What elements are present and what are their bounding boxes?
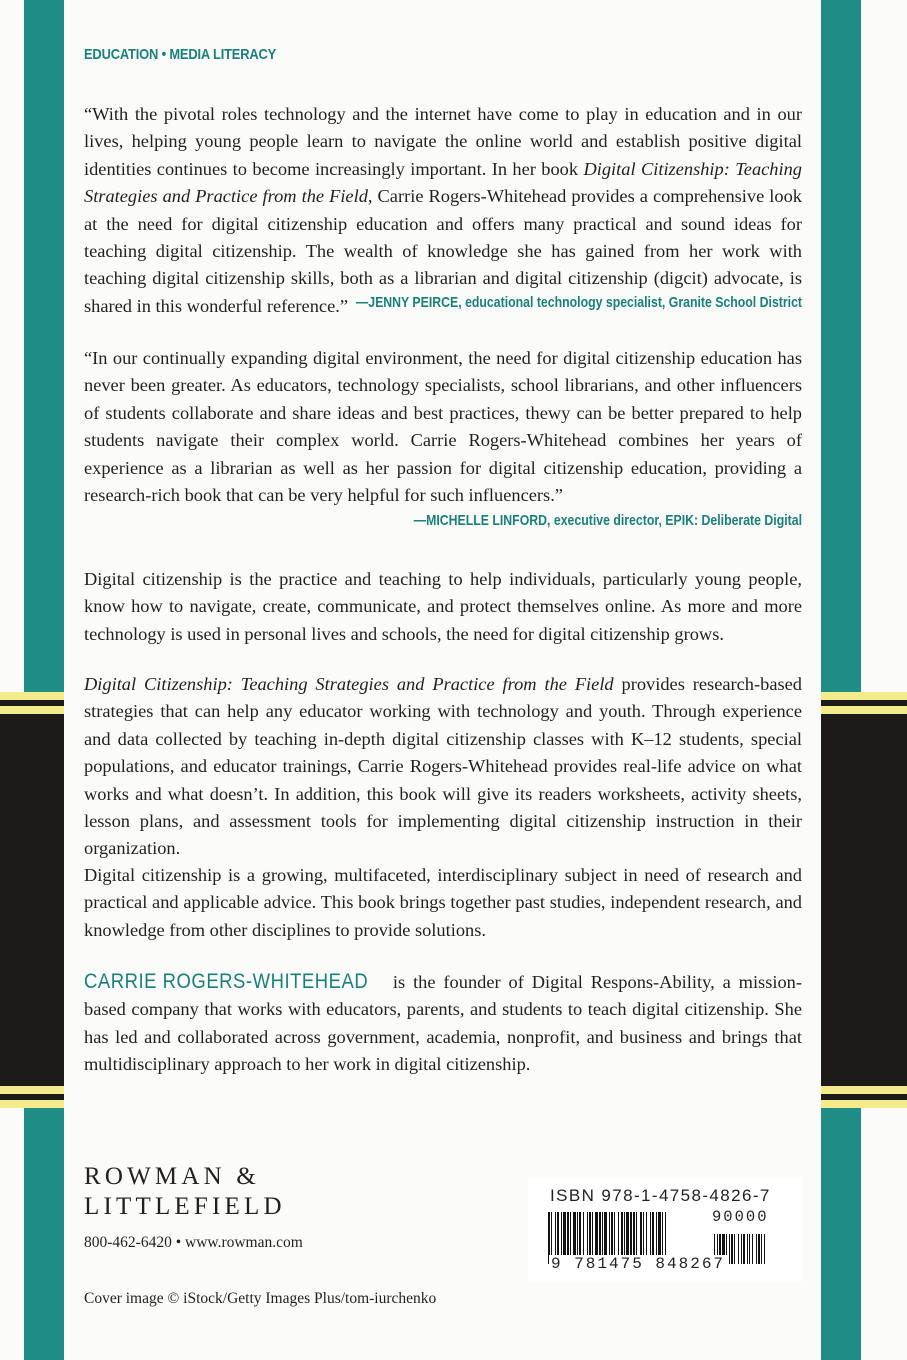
description-paragraph-3: [84, 862, 802, 944]
addon-bar: [749, 1234, 750, 1264]
quote-2-attribution: —MICHELLE LINFORD, executive director, EPIK: Deliberate Digital: [413, 512, 802, 530]
addon-bar: [738, 1234, 739, 1264]
addon-bar: [758, 1234, 760, 1264]
isbn-label: ISBN 978-1-4758-4826-7: [550, 1186, 771, 1205]
barcode-digits: 9 781475 848267: [551, 1255, 726, 1273]
category-label: EDUCATION • MEDIA LITERACY: [84, 46, 277, 63]
quote-1-lead: “With the pivotal roles technology and the internet have come to play in education and in our lives, helping young people learn to navigate the online world and establish positive digital identities continues to become increasingly important. In her book: [84, 104, 802, 179]
addon-bar: [741, 1234, 742, 1264]
addon-bar: [747, 1234, 748, 1264]
isbn-barcode: [528, 1178, 802, 1282]
author-name: CARRIE ROGERS-WHITEHEAD: [84, 970, 369, 993]
quote-1-rest: , Carrie Rogers-Whitehead provides a comprehensive look at the need for digital citizenship education and offers many practical and sound ideas for teaching digital citizenship. The wealth of knowledge she has gained from her work with teaching digital citizenship skills, both as a librarian and digital citizenship (digcit) advocate, is shared in this wonderful reference.”: [84, 186, 802, 316]
para-2-rest: provides research-based strategies that can help any educator working with technology and youth. Through experience and data collected by teaching in-depth digital citizenship classes with K–12 students, special populations, and educator trainings, Carrie Rogers-Whitehead provides real-life advice on what works and what doesn’t. In addition, this book will give its readers worksheets, activity sheets, lesson plans, and assessment tools for implementing digital citizenship instruction in their organization.: [84, 674, 803, 859]
book-title-italic: Digital Citizenship: Teaching Strategies and Practice from the Field: [84, 158, 803, 207]
para-2-text: [84, 671, 802, 863]
para-3-text: Digital citizenship is a growing, multifaceted, interdisciplinary subject in need of research and practical and applicable advice. This book brings together past studies, independent research, and knowledge from other disciplines to provide solutions.: [84, 865, 802, 940]
book-title-italic: Digital Citizenship: Teaching Strategies and Practice from the Field: [84, 674, 614, 694]
description-paragraph-2: [84, 671, 802, 863]
quote-michelle-linford: [84, 345, 802, 529]
para-1-text: Digital citizenship is the practice and teaching to help individuals, particularly young people, know how to navigate, create, communicate, and protect themselves online. As more and more technology is used in personal lives and schools, the need for digital citizenship grows.: [84, 569, 802, 644]
author-bio: [84, 968, 802, 1079]
publisher-line-2: LITTLEFIELD: [84, 1193, 286, 1220]
left-teal-band: [24, 0, 64, 1360]
author-bio-rest: is the founder of Digital Respons-Ability, a mission-based company that works with educators, parents, and students to teach digital citizenship. She has led and collaborated across government, academia, nonprofit, and business and brings that multidisciplinary approach to her work in digital citizenship.: [84, 972, 802, 1075]
addon-bar: [764, 1234, 765, 1264]
quote-2-text: “In our continually expanding digital environment, the need for digital citizenship education has never been greater. As educators, technology specialists, school librarians, and other influencers of students collaborate and share ideas and best practices, thewy can be better prepared to help students navigate their complex world. Carrie Rogers-Whitehead combines her years of experience as a librarian as well as her passion for digital citizenship education, providing a research-rich book that can be very helpful for such influencers.”: [84, 348, 802, 506]
quote-1-attribution: —JENNY PEIRCE, educational technology specialist, Granite School District: [355, 294, 802, 311]
publisher-line-1: ROWMAN &: [84, 1163, 260, 1190]
price-code: 90000: [712, 1208, 769, 1226]
right-teal-band: [821, 0, 861, 1360]
publisher-contact: 800-462-6420 • www.rowman.com: [84, 1234, 303, 1251]
addon-bar: [761, 1234, 762, 1264]
description-paragraph-1: [84, 566, 802, 648]
quote-jenny-peirce: [84, 101, 802, 320]
addon-bar: [743, 1234, 745, 1264]
author-bio-text: [84, 968, 802, 1079]
quote-1-text: [84, 101, 802, 320]
addon-bar: [731, 1234, 733, 1264]
addon-bar: [752, 1234, 753, 1264]
addon-bar: [734, 1234, 735, 1264]
addon-bar: [729, 1234, 730, 1264]
addon-bar: [756, 1234, 757, 1264]
publisher-logo: [84, 1162, 286, 1222]
cover-credit: Cover image © iStock/Getty Images Plus/tom-iurchenko: [84, 1290, 437, 1307]
